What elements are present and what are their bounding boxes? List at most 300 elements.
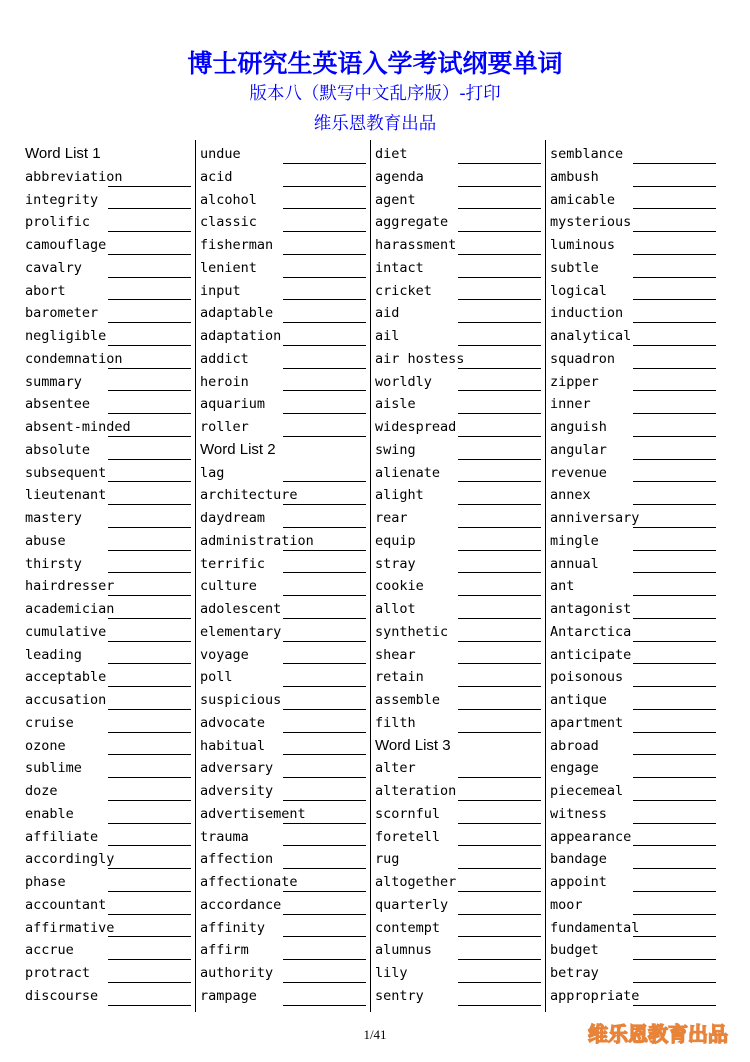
answer-blank[interactable] <box>633 641 716 642</box>
vocab-word: fundamental <box>550 919 640 936</box>
answer-blank[interactable] <box>633 572 716 573</box>
answer-blank[interactable] <box>633 254 716 255</box>
answer-blank[interactable] <box>108 277 191 278</box>
word-row <box>550 759 718 782</box>
word-row <box>375 441 543 464</box>
answer-blank[interactable] <box>283 163 366 164</box>
word-row <box>25 782 193 805</box>
word-row <box>550 577 718 600</box>
vocab-word: cavalry <box>25 259 82 276</box>
answer-blank[interactable] <box>633 754 716 755</box>
answer-blank[interactable] <box>283 936 366 937</box>
word-row <box>200 964 368 987</box>
vocab-word: adversity <box>200 783 274 799</box>
column-divider <box>195 140 196 1012</box>
vocab-word: cruise <box>25 714 74 731</box>
vocab-word: accordance <box>200 896 282 913</box>
word-row <box>550 259 718 282</box>
answer-blank[interactable] <box>633 618 716 619</box>
answer-blank[interactable] <box>283 641 366 642</box>
word-row <box>375 532 543 555</box>
answer-blank[interactable] <box>283 868 366 869</box>
vocab-word: accordingly <box>25 851 115 868</box>
word-row <box>550 941 718 964</box>
word-row <box>375 714 543 737</box>
answer-blank[interactable] <box>458 800 541 801</box>
answer-blank[interactable] <box>108 800 191 801</box>
vocab-word: subtle <box>550 259 599 276</box>
word-row <box>375 304 543 327</box>
vocab-word: worldly <box>375 373 432 390</box>
vocab-word: terrific <box>200 555 266 572</box>
word-row <box>550 623 718 646</box>
answer-blank[interactable] <box>633 208 716 209</box>
answer-blank[interactable] <box>108 641 191 642</box>
vocab-word: semblance <box>550 146 624 162</box>
word-row <box>375 941 543 964</box>
answer-blank[interactable] <box>633 413 716 414</box>
answer-blank[interactable] <box>283 663 366 664</box>
answer-blank[interactable] <box>108 732 191 733</box>
answer-blank[interactable] <box>633 368 716 369</box>
answer-blank[interactable] <box>633 299 716 300</box>
vocab-word: daydream <box>200 510 266 526</box>
answer-blank[interactable] <box>283 618 366 619</box>
word-row <box>25 737 193 760</box>
word-list-heading <box>375 737 543 760</box>
answer-blank[interactable] <box>283 550 366 551</box>
answer-blank[interactable] <box>108 527 191 528</box>
answer-blank[interactable] <box>283 777 366 778</box>
vocab-word: voyage <box>200 646 249 663</box>
word-row <box>25 850 193 873</box>
word-row <box>375 259 543 282</box>
answer-blank[interactable] <box>108 914 191 915</box>
vocab-word: assemble <box>375 692 441 708</box>
vocab-word: luminous <box>550 237 616 253</box>
word-row <box>25 577 193 600</box>
word-row <box>200 213 368 236</box>
vocab-word: affinity <box>200 919 266 936</box>
answer-blank[interactable] <box>458 959 541 960</box>
answer-blank[interactable] <box>283 299 366 300</box>
word-row <box>375 213 543 236</box>
word-row <box>200 873 368 896</box>
vocab-word: shear <box>375 646 416 663</box>
answer-blank[interactable] <box>633 163 716 164</box>
answer-blank[interactable] <box>283 254 366 255</box>
answer-blank[interactable] <box>633 504 716 505</box>
answer-blank[interactable] <box>633 686 716 687</box>
vocab-word: retain <box>375 669 424 686</box>
answer-blank[interactable] <box>108 936 191 937</box>
answer-blank[interactable] <box>458 163 541 164</box>
answer-blank[interactable] <box>633 709 716 710</box>
vocab-word: abort <box>25 282 66 299</box>
word-row <box>550 418 718 441</box>
answer-blank[interactable] <box>283 959 366 960</box>
answer-blank[interactable] <box>108 823 191 824</box>
vocab-word: filth <box>375 714 416 731</box>
answer-blank[interactable] <box>458 413 541 414</box>
answer-blank[interactable] <box>458 459 541 460</box>
answer-blank[interactable] <box>108 368 191 369</box>
word-row <box>25 373 193 396</box>
answer-blank[interactable] <box>283 436 366 437</box>
vocab-word: barometer <box>25 305 99 322</box>
answer-blank[interactable] <box>283 231 366 232</box>
answer-blank[interactable] <box>108 845 191 846</box>
vocab-word: betray <box>550 965 599 981</box>
word-row <box>25 532 193 555</box>
answer-blank[interactable] <box>458 208 541 209</box>
answer-blank[interactable] <box>283 732 366 733</box>
answer-blank[interactable] <box>633 459 716 460</box>
answer-blank[interactable] <box>108 345 191 346</box>
vocab-word: thirsty <box>25 555 82 572</box>
word-row <box>25 418 193 441</box>
word-row <box>200 828 368 851</box>
answer-blank[interactable] <box>108 186 191 187</box>
answer-blank[interactable] <box>458 504 541 505</box>
vocab-word: affirmative <box>25 919 115 936</box>
word-row <box>200 532 368 555</box>
vocab-word: trauma <box>200 828 249 845</box>
vocab-word: affirm <box>200 942 249 959</box>
answer-blank[interactable] <box>108 1005 191 1006</box>
vocab-word: adaptation <box>200 328 282 344</box>
answer-blank[interactable] <box>633 823 716 824</box>
word-row <box>550 373 718 396</box>
vocab-word: alter <box>375 760 416 777</box>
answer-blank[interactable] <box>108 208 191 209</box>
answer-blank[interactable] <box>633 550 716 551</box>
answer-blank[interactable] <box>633 777 716 778</box>
answer-blank[interactable] <box>108 982 191 983</box>
word-row <box>375 350 543 373</box>
word-row <box>375 145 543 168</box>
word-row <box>550 987 718 1010</box>
word-row <box>200 737 368 760</box>
answer-blank[interactable] <box>458 777 541 778</box>
word-row <box>550 145 718 168</box>
word-row <box>550 828 718 851</box>
vocab-word: angular <box>550 441 607 458</box>
answer-blank[interactable] <box>458 186 541 187</box>
answer-blank[interactable] <box>108 891 191 892</box>
word-row <box>25 805 193 828</box>
word-row <box>550 464 718 487</box>
word-row <box>375 555 543 578</box>
answer-blank[interactable] <box>283 186 366 187</box>
answer-blank[interactable] <box>633 1005 716 1006</box>
word-row <box>25 395 193 418</box>
vocab-word: acceptable <box>25 669 107 686</box>
vocab-word: habitual <box>200 737 266 754</box>
answer-blank[interactable] <box>458 595 541 596</box>
vocab-word: annual <box>550 555 599 572</box>
word-row <box>375 191 543 214</box>
vocab-word: phase <box>25 874 66 890</box>
vocab-word: alumnus <box>375 942 432 959</box>
answer-blank[interactable] <box>108 413 191 414</box>
answer-blank[interactable] <box>283 914 366 915</box>
document-subtitle: 版本八（默写中文乱序版）-打印 <box>249 84 501 104</box>
answer-blank[interactable] <box>633 186 716 187</box>
answer-blank[interactable] <box>633 936 716 937</box>
answer-blank[interactable] <box>458 641 541 642</box>
answer-blank[interactable] <box>108 322 191 323</box>
vocab-word: negligible <box>25 328 107 344</box>
answer-blank[interactable] <box>108 231 191 232</box>
answer-blank[interactable] <box>283 800 366 801</box>
answer-blank[interactable] <box>108 299 191 300</box>
answer-blank[interactable] <box>283 686 366 687</box>
vocab-word: logical <box>550 282 607 299</box>
answer-blank[interactable] <box>283 845 366 846</box>
answer-blank[interactable] <box>633 868 716 869</box>
answer-blank[interactable] <box>458 277 541 278</box>
word-row <box>550 691 718 714</box>
vocab-word: equip <box>375 532 416 549</box>
answer-blank[interactable] <box>108 390 191 391</box>
vocab-word: swing <box>375 441 416 458</box>
answer-blank[interactable] <box>458 686 541 687</box>
word-row <box>200 714 368 737</box>
answer-blank[interactable] <box>458 982 541 983</box>
word-column-2 <box>200 145 368 1010</box>
answer-blank[interactable] <box>633 231 716 232</box>
vocab-word: input <box>200 282 241 299</box>
word-row <box>25 282 193 305</box>
vocab-word: abroad <box>550 737 599 754</box>
word-row <box>25 623 193 646</box>
answer-blank[interactable] <box>283 891 366 892</box>
vocab-word: aid <box>375 305 400 322</box>
answer-blank[interactable] <box>458 663 541 664</box>
vocab-word: rear <box>375 510 408 526</box>
vocab-word: lily <box>375 965 408 981</box>
word-row <box>375 850 543 873</box>
vocab-word: alight <box>375 487 424 504</box>
word-row <box>550 327 718 350</box>
vocab-word: antagonist <box>550 601 632 617</box>
word-row <box>375 987 543 1010</box>
answer-blank[interactable] <box>108 868 191 869</box>
answer-blank[interactable] <box>458 891 541 892</box>
answer-blank[interactable] <box>633 845 716 846</box>
vocab-word: engage <box>550 760 599 777</box>
answer-blank[interactable] <box>458 823 541 824</box>
word-list-heading <box>25 145 193 168</box>
word-row <box>550 805 718 828</box>
answer-blank[interactable] <box>458 368 541 369</box>
answer-blank[interactable] <box>458 322 541 323</box>
vocab-word: mingle <box>550 532 599 549</box>
answer-blank[interactable] <box>458 1005 541 1006</box>
vocab-word: air hostess <box>375 350 465 367</box>
word-row <box>200 191 368 214</box>
answer-blank[interactable] <box>283 754 366 755</box>
vocab-word: inner <box>550 396 591 413</box>
vocab-word: summary <box>25 373 82 390</box>
answer-blank[interactable] <box>283 481 366 482</box>
answer-blank[interactable] <box>108 595 191 596</box>
answer-blank[interactable] <box>283 982 366 983</box>
word-row <box>200 987 368 1010</box>
answer-blank[interactable] <box>283 322 366 323</box>
answer-blank[interactable] <box>458 481 541 482</box>
vocab-word: classic <box>200 214 257 231</box>
answer-blank[interactable] <box>458 527 541 528</box>
vocab-word: enable <box>25 805 74 822</box>
answer-blank[interactable] <box>633 527 716 528</box>
answer-blank[interactable] <box>633 345 716 346</box>
answer-blank[interactable] <box>458 914 541 915</box>
answer-blank[interactable] <box>108 572 191 573</box>
column-divider <box>545 140 546 1012</box>
vocab-word: lieutenant <box>25 487 107 504</box>
answer-blank[interactable] <box>108 709 191 710</box>
vocab-word: administration <box>200 532 314 549</box>
word-row <box>200 805 368 828</box>
answer-blank[interactable] <box>633 277 716 278</box>
answer-blank[interactable] <box>108 504 191 505</box>
word-column-3 <box>375 145 543 1010</box>
answer-blank[interactable] <box>108 663 191 664</box>
answer-blank[interactable] <box>108 618 191 619</box>
answer-blank[interactable] <box>633 481 716 482</box>
answer-blank[interactable] <box>283 368 366 369</box>
word-list-title: Word List 3 <box>375 736 451 754</box>
vocab-word: intact <box>375 259 424 276</box>
vocab-word: heroin <box>200 373 249 390</box>
word-row <box>200 941 368 964</box>
answer-blank[interactable] <box>283 572 366 573</box>
answer-blank[interactable] <box>458 936 541 937</box>
vocab-word: academician <box>25 601 115 617</box>
answer-blank[interactable] <box>458 299 541 300</box>
answer-blank[interactable] <box>458 550 541 551</box>
vocab-word: elementary <box>200 623 282 640</box>
answer-blank[interactable] <box>283 345 366 346</box>
answer-blank[interactable] <box>633 959 716 960</box>
answer-blank[interactable] <box>108 481 191 482</box>
word-row <box>550 668 718 691</box>
word-row <box>550 896 718 919</box>
word-row <box>25 941 193 964</box>
vocab-word: amicable <box>550 191 616 208</box>
answer-blank[interactable] <box>458 254 541 255</box>
word-row <box>25 828 193 851</box>
answer-blank[interactable] <box>633 322 716 323</box>
answer-blank[interactable] <box>108 254 191 255</box>
word-row <box>200 600 368 623</box>
page-number: 1/41 <box>363 1027 387 1042</box>
answer-blank[interactable] <box>108 959 191 960</box>
vocab-word: diet <box>375 146 408 162</box>
word-row <box>200 555 368 578</box>
word-row <box>375 395 543 418</box>
answer-blank[interactable] <box>283 823 366 824</box>
answer-blank[interactable] <box>633 800 716 801</box>
vocab-word: bandage <box>550 851 607 868</box>
answer-blank[interactable] <box>108 686 191 687</box>
word-row <box>375 623 543 646</box>
word-row <box>200 304 368 327</box>
answer-blank[interactable] <box>633 982 716 983</box>
answer-blank[interactable] <box>283 709 366 710</box>
vocab-word: widespread <box>375 419 457 435</box>
vocab-word: affection <box>200 851 274 868</box>
answer-blank[interactable] <box>458 345 541 346</box>
word-row <box>25 759 193 782</box>
word-row <box>200 691 368 714</box>
answer-blank[interactable] <box>283 277 366 278</box>
answer-blank[interactable] <box>283 504 366 505</box>
column-divider <box>370 140 371 1012</box>
word-row <box>25 236 193 259</box>
vocab-word: appoint <box>550 874 607 890</box>
answer-blank[interactable] <box>458 390 541 391</box>
answer-blank[interactable] <box>633 732 716 733</box>
vocab-word: leading <box>25 646 82 663</box>
answer-blank[interactable] <box>633 914 716 915</box>
word-row <box>25 327 193 350</box>
vocab-word: undue <box>200 146 241 162</box>
vocab-word: cookie <box>375 578 424 595</box>
word-row <box>200 395 368 418</box>
word-row <box>375 282 543 305</box>
vocab-word: hairdresser <box>25 578 115 595</box>
word-row <box>25 191 193 214</box>
word-row <box>550 919 718 942</box>
word-row <box>375 577 543 600</box>
answer-blank[interactable] <box>458 845 541 846</box>
answer-blank[interactable] <box>458 709 541 710</box>
answer-blank[interactable] <box>633 891 716 892</box>
answer-blank[interactable] <box>283 413 366 414</box>
answer-blank[interactable] <box>633 663 716 664</box>
answer-blank[interactable] <box>458 231 541 232</box>
answer-blank[interactable] <box>458 436 541 437</box>
vocab-word: abbreviation <box>25 168 123 185</box>
vocab-word: absolute <box>25 441 91 458</box>
answer-blank[interactable] <box>633 390 716 391</box>
answer-blank[interactable] <box>458 732 541 733</box>
answer-blank[interactable] <box>633 436 716 437</box>
word-row <box>25 213 193 236</box>
answer-blank[interactable] <box>458 868 541 869</box>
word-row <box>200 646 368 669</box>
answer-blank[interactable] <box>458 618 541 619</box>
answer-blank[interactable] <box>108 754 191 755</box>
answer-blank[interactable] <box>283 390 366 391</box>
answer-blank[interactable] <box>108 459 191 460</box>
answer-blank[interactable] <box>633 595 716 596</box>
answer-blank[interactable] <box>283 527 366 528</box>
answer-blank[interactable] <box>283 1005 366 1006</box>
answer-blank[interactable] <box>108 550 191 551</box>
word-row <box>375 464 543 487</box>
word-row <box>550 191 718 214</box>
answer-blank[interactable] <box>108 436 191 437</box>
answer-blank[interactable] <box>108 777 191 778</box>
answer-blank[interactable] <box>458 572 541 573</box>
answer-blank[interactable] <box>283 595 366 596</box>
answer-blank[interactable] <box>283 208 366 209</box>
vocab-word: witness <box>550 805 607 822</box>
